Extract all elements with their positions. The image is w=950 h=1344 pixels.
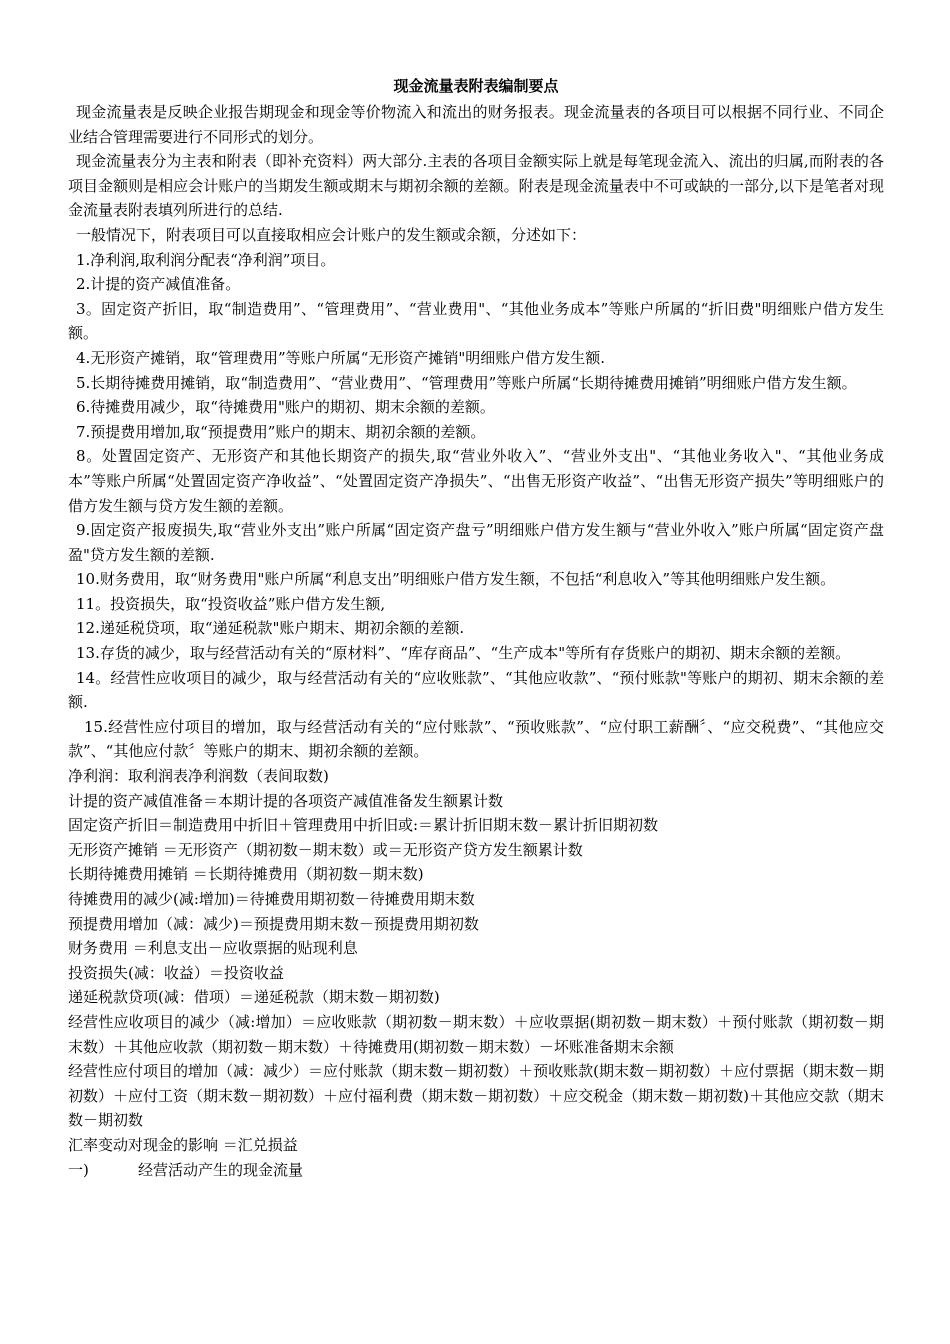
list-item: 1.净利润,取利润分配表“净利润”项目。 <box>76 250 336 269</box>
list-item: 6.待摊费用减少，取“待摊费用"账户的期初、期末余额的差额。 <box>76 398 495 417</box>
list-item: 14。经营性应收项目的减少，取与经营活动有关的“应收账款”、“其他应收款”、“预付账款"等账户的期初、期末余额的差额. <box>68 668 884 712</box>
formula-line: 经营性应收项目的减少（减:增加）＝应收账款（期初数－期末数）＋应收票据(期初数－期末数）＋预付账款（期初数－期末数）＋其他应收款（期初数－期末数）＋待摊费用(期初数－期末数）－坏账准备期末余额 <box>68 1012 884 1056</box>
formula-line: 长期待摊费用摊销 ＝长期待摊费用（期初数－期末数) <box>68 865 424 884</box>
intro-paragraph: 一般情况下，附表项目可以直接取相应会计账户的发生额或余额，分述如下： <box>76 225 587 244</box>
formula-line: 无形资产摊销 ＝无形资产（期初数－期末数）或＝无形资产贷方发生额累计数 <box>68 840 583 859</box>
list-item: 7.预提费用增加,取“预提费用”账户的期末、期初余额的差额。 <box>76 422 486 441</box>
document-title: 现金流量表附表编制要点 <box>393 77 559 95</box>
formula-line: 计提的资产减值准备＝本期计提的各项资产减值准备发生额累计数 <box>68 791 504 810</box>
formula-line: 经营性应付项目的增加（减：减少）＝应付账款（期末数－期初数）＋预收账款(期末数－期初数）＋应付票据（期末数－期初数）＋应付工资（期末数－期初数）＋应付福利费（期末数－期初数）＋应交税金（期末数－期初数)＋其他应交款（期末数－期初数 <box>68 1062 884 1130</box>
list-item: 12.递延税贷项，取“递延税款"账户期末、期初余额的差额. <box>76 619 465 638</box>
list-item: 4.无形资产摊销，取“管理费用”等账户所属“无形资产摊销"明细账户借方发生额. <box>76 348 605 367</box>
formula-line: 固定资产折旧＝制造费用中折旧＋管理费用中折旧或:＝累计折旧期末数－累计折旧期初数 <box>68 816 659 835</box>
list-item: 5.长期待摊费用摊销，取“制造费用”、“营业费用”、“管理费用”等账户所属“长期待摊费用摊销”明细账户借方发生额。 <box>76 373 857 392</box>
intro-paragraph: 现金流量表是反映企业报告期现金和现金等价物流入和流出的财务报表。现金流量表的各项目可以根据不同行业、不同企业结合管理需要进行不同形式的划分。 <box>68 103 884 146</box>
list-item: 2.计提的资产减值准备。 <box>76 275 241 294</box>
formula-line: 投资损失(减：收益）＝投资收益 <box>68 963 284 982</box>
formula-line: 预提费用增加（减：减少)＝预提费用期末数－预提费用期初数 <box>68 914 479 933</box>
section-number: 一) <box>68 1160 89 1179</box>
formula-line: 汇率变动对现金的影响 ＝汇兑损益 <box>68 1135 298 1154</box>
list-item: 15.经营性应付项目的增加，取与经营活动有关的“应付账款”、“预收账款”、“应付职工薪酬〞、“应交税费”、“其他应交款”、“其他应付款〞等账户的期末、期初余额的差额。 <box>68 717 884 761</box>
list-item: 11。投资损失，取“投资收益”账户借方发生额, <box>76 594 386 613</box>
section-heading <box>68 1158 884 1183</box>
formula-line: 待摊费用的减少(减:增加)＝待摊费用期初数－待摊费用期末数 <box>68 890 475 908</box>
formula-line: 财务费用 ＝利息支出－应收票据的贴现利息 <box>68 939 358 958</box>
list-item: 8。处置固定资产、无形资产和其他长期资产的损失,取“营业外收入”、“营业外支出"、“其他业务收入"、“其他业务成本”等账户所属“处置固定资产净收益”、“处置固定资产净损失”、“出售无形资产收益”、“出售无形资产损失”等明细账户的借方发生额与贷方发生额的差额。 <box>68 447 884 515</box>
list-item: 10.财务费用，取“财务费用"账户所属“利息支出”明细账户借方发生额，不包括“利息收入”等其他明细账户发生额。 <box>76 570 836 589</box>
formula-line: 递延税款贷项(减：借项）＝递延税款（期末数－期初数) <box>68 988 440 1007</box>
list-item: 9.固定资产报废损失,取“营业外支出”账户所属“固定资产盘亏”明细账户借方发生额与“营业外收入”账户所属“固定资产盘盈"贷方发生额的差额. <box>68 521 884 564</box>
section-label: 经营活动产生的现金流量 <box>138 1160 304 1179</box>
list-item: 3。固定资产折旧，取“制造费用”、“管理费用”、“营业费用"、“其他业务成本”等账户所属的“折旧费"明细账户借方发生额。 <box>68 299 884 343</box>
list-item: 13.存货的减少，取与经营活动有关的“原材料”、“库存商品”、“生产成本"等所有存货账户的期初、期末余额的差额。 <box>76 644 851 663</box>
formula-line: 净利润：取利润表净利润数（表间取数) <box>68 767 329 786</box>
intro-paragraph: 现金流量表分为主表和附表（即补充资料）两大部分.主表的各项目金额实际上就是每笔现金流入、流出的归属,而附表的各项目金额则是相应会计账户的当期发生额或期末与期初余额的差额。附表是现金流量表中不可或缺的一部分,以下是笔者对现金流量表附表填列所进行的总结. <box>68 152 884 220</box>
document-page <box>68 74 884 1182</box>
